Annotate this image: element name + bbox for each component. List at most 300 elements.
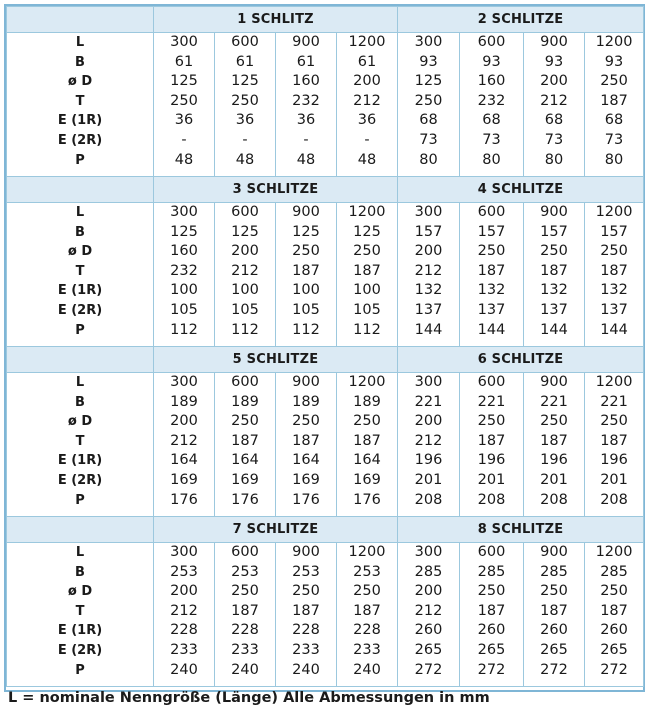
value-cell: 232 <box>477 92 506 109</box>
value-cell: 187 <box>231 602 259 619</box>
group-title: 4 SCHLITZE <box>398 177 644 203</box>
value-cell: 260 <box>414 622 443 639</box>
value-cell: - <box>364 131 370 148</box>
row-label: E (2R) <box>57 132 103 148</box>
value-cell: 164 <box>353 452 381 469</box>
value-cell: 272 <box>477 661 506 678</box>
value-cell: 208 <box>477 491 506 508</box>
size-column <box>398 543 460 687</box>
row-label: L <box>75 545 85 560</box>
value-cell: 125 <box>414 73 443 90</box>
size-column <box>154 33 215 177</box>
value-cell: 176 <box>353 491 381 508</box>
value-cell: 187 <box>353 602 381 619</box>
value-cell: 300 <box>414 34 443 50</box>
header-blank-cell <box>7 177 154 203</box>
value-cell: 169 <box>353 471 381 488</box>
value-cell: 1200 <box>348 204 386 220</box>
row-label-column <box>7 543 154 687</box>
row-label: E (2R) <box>57 472 103 488</box>
value-cell: 73 <box>419 131 438 148</box>
value-cell: 187 <box>292 602 320 619</box>
header-blank-cell <box>7 7 154 33</box>
value-cell: 196 <box>600 452 628 469</box>
row-label: ø D <box>67 74 93 90</box>
value-cell: 201 <box>414 471 443 488</box>
block-data-row <box>7 203 644 347</box>
value-cell: 272 <box>600 661 628 678</box>
value-cell: 240 <box>353 661 381 678</box>
value-cell: 250 <box>540 413 568 430</box>
row-label: E (2R) <box>57 642 103 658</box>
value-cell: 260 <box>477 622 506 639</box>
value-cell: 265 <box>540 641 568 658</box>
row-label-column <box>7 203 154 347</box>
value-cell: 125 <box>170 223 198 240</box>
value-cell: 48 <box>357 151 377 168</box>
value-cell: 212 <box>414 602 443 619</box>
value-cell: 900 <box>540 374 568 390</box>
value-cell: 169 <box>170 471 198 488</box>
value-cell: 36 <box>357 112 377 129</box>
value-cell: 48 <box>296 151 316 168</box>
value-cell: 200 <box>170 413 198 430</box>
value-cell: 125 <box>292 223 320 240</box>
value-cell: 80 <box>482 151 501 168</box>
value-cell: 144 <box>414 321 443 338</box>
value-cell: 157 <box>414 223 443 240</box>
value-cell: 221 <box>600 393 628 410</box>
value-cell: 600 <box>477 204 506 220</box>
size-column <box>398 373 460 517</box>
size-column <box>585 373 644 517</box>
value-cell: 157 <box>600 223 628 240</box>
group-title: 8 SCHLITZE <box>398 517 644 543</box>
value-cell: 285 <box>540 563 568 580</box>
value-cell: 189 <box>353 393 381 410</box>
value-cell: 144 <box>477 321 506 338</box>
row-label: T <box>75 263 85 279</box>
value-cell: 221 <box>414 393 443 410</box>
value-cell: 137 <box>540 301 568 318</box>
dimension-table-frame <box>4 4 645 692</box>
value-cell: 105 <box>292 301 320 318</box>
value-cell: 600 <box>477 374 506 390</box>
value-cell: 900 <box>540 544 568 560</box>
value-cell: 250 <box>600 243 628 260</box>
row-label: P <box>75 322 85 338</box>
value-cell: 600 <box>231 34 259 50</box>
row-label: E (1R) <box>57 283 103 299</box>
size-column <box>337 33 398 177</box>
size-column <box>460 543 524 687</box>
value-cell: 200 <box>414 243 443 260</box>
value-cell: 900 <box>540 204 568 220</box>
value-cell: 250 <box>170 92 198 109</box>
value-cell: 100 <box>170 282 198 299</box>
value-cell: 212 <box>414 432 443 449</box>
value-cell: 300 <box>170 374 198 390</box>
value-cell: 900 <box>292 34 320 50</box>
value-cell: 900 <box>540 34 568 50</box>
value-cell: 61 <box>357 53 377 70</box>
row-label: T <box>75 433 85 449</box>
group-title: 5 SCHLITZE <box>154 347 398 373</box>
value-cell: 265 <box>477 641 506 658</box>
value-cell: 300 <box>170 544 198 560</box>
value-cell: 250 <box>600 73 628 90</box>
value-cell: 232 <box>170 262 198 279</box>
value-cell: 189 <box>170 393 198 410</box>
value-cell: 187 <box>477 432 506 449</box>
size-column <box>215 373 276 517</box>
value-cell: 112 <box>292 321 320 338</box>
value-cell: 73 <box>482 131 501 148</box>
value-cell: 176 <box>231 491 259 508</box>
value-cell: 93 <box>482 53 501 70</box>
value-cell: - <box>242 131 248 148</box>
value-cell: 93 <box>544 53 564 70</box>
group-title: 7 SCHLITZE <box>154 517 398 543</box>
value-cell: 144 <box>600 321 628 338</box>
value-cell: 196 <box>414 452 443 469</box>
value-cell: 600 <box>477 544 506 560</box>
row-label: P <box>75 662 85 678</box>
size-column <box>215 33 276 177</box>
value-cell: 68 <box>419 112 438 129</box>
value-cell: 300 <box>414 544 443 560</box>
value-cell: 187 <box>600 262 628 279</box>
row-label: B <box>75 54 85 70</box>
value-cell: 48 <box>174 151 194 168</box>
size-column <box>398 203 460 347</box>
value-cell: 187 <box>600 602 628 619</box>
value-cell: 68 <box>604 112 624 129</box>
value-cell: 228 <box>353 622 381 639</box>
value-cell: 1200 <box>595 544 633 560</box>
size-column <box>154 373 215 517</box>
size-column <box>524 543 585 687</box>
value-cell: 187 <box>353 432 381 449</box>
value-cell: 260 <box>600 622 628 639</box>
value-cell: 212 <box>170 602 198 619</box>
value-cell: 201 <box>600 471 628 488</box>
value-cell: 187 <box>353 262 381 279</box>
size-column <box>337 203 398 347</box>
size-column <box>154 203 215 347</box>
value-cell: 61 <box>235 53 255 70</box>
row-label: L <box>75 35 85 50</box>
value-cell: 208 <box>414 491 443 508</box>
value-cell: 160 <box>477 73 506 90</box>
value-cell: 189 <box>292 393 320 410</box>
value-cell: 600 <box>231 204 259 220</box>
value-cell: 93 <box>604 53 624 70</box>
dimension-table <box>6 6 644 687</box>
value-cell: 900 <box>292 544 320 560</box>
value-cell: 300 <box>170 34 198 50</box>
value-cell: 132 <box>600 282 628 299</box>
value-cell: 285 <box>600 563 628 580</box>
value-cell: 272 <box>540 661 568 678</box>
value-cell: 240 <box>170 661 198 678</box>
footnote: L = nominale Nenngröße (Länge) Alle Abmessungen in mm <box>8 690 490 706</box>
value-cell: 600 <box>477 34 506 50</box>
value-cell: 125 <box>231 73 259 90</box>
size-column <box>337 543 398 687</box>
row-label: T <box>75 603 85 619</box>
value-cell: 187 <box>292 262 320 279</box>
row-label: B <box>75 224 85 240</box>
value-cell: 250 <box>231 92 259 109</box>
size-column <box>215 203 276 347</box>
size-column <box>337 373 398 517</box>
size-column <box>460 373 524 517</box>
value-cell: 250 <box>477 413 506 430</box>
size-column <box>524 373 585 517</box>
value-cell: 187 <box>540 602 568 619</box>
row-label: E (1R) <box>57 113 103 129</box>
value-cell: 200 <box>414 583 443 600</box>
row-label: E (1R) <box>57 623 103 639</box>
value-cell: 164 <box>170 452 198 469</box>
row-label: ø D <box>67 584 93 600</box>
value-cell: 1200 <box>348 34 386 50</box>
value-cell: 1200 <box>595 34 633 50</box>
value-cell: 250 <box>292 413 320 430</box>
value-cell: 240 <box>292 661 320 678</box>
value-cell: 300 <box>170 204 198 220</box>
value-cell: 132 <box>540 282 568 299</box>
value-cell: 112 <box>231 321 259 338</box>
value-cell: 189 <box>231 393 259 410</box>
value-cell: 137 <box>600 301 628 318</box>
value-cell: 250 <box>353 243 381 260</box>
value-cell: 176 <box>292 491 320 508</box>
value-cell: 160 <box>170 243 198 260</box>
value-cell: 160 <box>292 73 320 90</box>
value-cell: 212 <box>540 92 568 109</box>
value-cell: 132 <box>414 282 443 299</box>
size-column <box>460 203 524 347</box>
value-cell: 80 <box>604 151 624 168</box>
value-cell: 125 <box>170 73 198 90</box>
value-cell: 132 <box>477 282 506 299</box>
value-cell: 73 <box>544 131 564 148</box>
value-cell: 212 <box>414 262 443 279</box>
row-label-column <box>7 33 154 177</box>
value-cell: 200 <box>170 583 198 600</box>
value-cell: 233 <box>231 641 259 658</box>
value-cell: 250 <box>292 583 320 600</box>
value-cell: 208 <box>540 491 568 508</box>
row-label: ø D <box>67 414 93 430</box>
value-cell: 228 <box>170 622 198 639</box>
value-cell: 100 <box>292 282 320 299</box>
size-column <box>276 543 337 687</box>
value-cell: 125 <box>231 223 259 240</box>
value-cell: 253 <box>292 563 320 580</box>
value-cell: 232 <box>292 92 320 109</box>
value-cell: 105 <box>231 301 259 318</box>
row-label: E (2R) <box>57 302 103 318</box>
header-blank-cell <box>7 517 154 543</box>
size-column <box>154 543 215 687</box>
value-cell: 187 <box>540 432 568 449</box>
group-title: 6 SCHLITZE <box>398 347 644 373</box>
row-label: L <box>75 205 85 220</box>
value-cell: 250 <box>231 583 259 600</box>
size-column <box>585 543 644 687</box>
value-cell: 112 <box>353 321 381 338</box>
value-cell: 1200 <box>595 374 633 390</box>
value-cell: 200 <box>353 73 381 90</box>
header-blank-cell <box>7 347 154 373</box>
value-cell: 250 <box>414 92 443 109</box>
value-cell: 208 <box>600 491 628 508</box>
value-cell: - <box>303 131 309 148</box>
row-label: L <box>75 375 85 390</box>
value-cell: 240 <box>231 661 259 678</box>
value-cell: 100 <box>353 282 381 299</box>
value-cell: 1200 <box>595 204 633 220</box>
block-data-row <box>7 543 644 687</box>
value-cell: 250 <box>292 243 320 260</box>
value-cell: 212 <box>353 92 381 109</box>
size-column <box>585 203 644 347</box>
row-label: P <box>75 152 85 168</box>
size-column <box>460 33 524 177</box>
value-cell: 253 <box>353 563 381 580</box>
row-label: P <box>75 492 85 508</box>
block-header-row <box>7 347 644 373</box>
value-cell: 228 <box>292 622 320 639</box>
block-header-row <box>7 7 644 33</box>
value-cell: 250 <box>353 413 381 430</box>
value-cell: 1200 <box>348 374 386 390</box>
value-cell: 48 <box>235 151 255 168</box>
value-cell: 196 <box>477 452 506 469</box>
size-column <box>398 33 460 177</box>
value-cell: 144 <box>540 321 568 338</box>
block-header-row <box>7 177 644 203</box>
value-cell: 250 <box>353 583 381 600</box>
value-cell: 212 <box>231 262 259 279</box>
value-cell: 250 <box>477 243 506 260</box>
value-cell: 600 <box>231 374 259 390</box>
value-cell: 200 <box>540 73 568 90</box>
row-label-column <box>7 373 154 517</box>
value-cell: 36 <box>296 112 316 129</box>
value-cell: 250 <box>600 583 628 600</box>
value-cell: 187 <box>540 262 568 279</box>
value-cell: 196 <box>540 452 568 469</box>
value-cell: 187 <box>231 432 259 449</box>
value-cell: 137 <box>414 301 443 318</box>
value-cell: 73 <box>604 131 624 148</box>
value-cell: 61 <box>174 53 194 70</box>
value-cell: 125 <box>353 223 381 240</box>
row-label: B <box>75 394 85 410</box>
block-data-row <box>7 33 644 177</box>
group-title: 2 SCHLITZE <box>398 7 644 33</box>
value-cell: 169 <box>292 471 320 488</box>
value-cell: 250 <box>477 583 506 600</box>
value-cell: 285 <box>477 563 506 580</box>
size-column <box>215 543 276 687</box>
value-cell: 157 <box>477 223 506 240</box>
value-cell: 233 <box>353 641 381 658</box>
value-cell: 212 <box>170 432 198 449</box>
row-label: T <box>75 93 85 109</box>
value-cell: 300 <box>414 204 443 220</box>
value-cell: 187 <box>600 92 628 109</box>
value-cell: 201 <box>540 471 568 488</box>
value-cell: 61 <box>296 53 316 70</box>
value-cell: 105 <box>170 301 198 318</box>
value-cell: 260 <box>540 622 568 639</box>
value-cell: 200 <box>231 243 259 260</box>
value-cell: 233 <box>292 641 320 658</box>
value-cell: 285 <box>414 563 443 580</box>
size-column <box>524 33 585 177</box>
value-cell: 253 <box>231 563 259 580</box>
value-cell: 68 <box>544 112 564 129</box>
row-label: ø D <box>67 244 93 260</box>
size-column <box>585 33 644 177</box>
value-cell: 36 <box>235 112 255 129</box>
value-cell: 272 <box>414 661 443 678</box>
value-cell: 187 <box>292 432 320 449</box>
row-label: E (1R) <box>57 453 103 469</box>
value-cell: 300 <box>414 374 443 390</box>
value-cell: 112 <box>170 321 198 338</box>
value-cell: 164 <box>231 452 259 469</box>
value-cell: 164 <box>292 452 320 469</box>
value-cell: 900 <box>292 374 320 390</box>
value-cell: 187 <box>477 262 506 279</box>
value-cell: 137 <box>477 301 506 318</box>
value-cell: 250 <box>540 583 568 600</box>
value-cell: 228 <box>231 622 259 639</box>
row-label: B <box>75 564 85 580</box>
value-cell: 187 <box>477 602 506 619</box>
value-cell: 80 <box>544 151 564 168</box>
value-cell: 169 <box>231 471 259 488</box>
value-cell: 176 <box>170 491 198 508</box>
value-cell: 253 <box>170 563 198 580</box>
value-cell: 221 <box>540 393 568 410</box>
value-cell: 68 <box>482 112 501 129</box>
size-column <box>524 203 585 347</box>
value-cell: 80 <box>419 151 438 168</box>
value-cell: 100 <box>231 282 259 299</box>
value-cell: 250 <box>600 413 628 430</box>
value-cell: 201 <box>477 471 506 488</box>
value-cell: 265 <box>600 641 628 658</box>
size-column <box>276 373 337 517</box>
value-cell: 900 <box>292 204 320 220</box>
size-column <box>276 33 337 177</box>
value-cell: 36 <box>174 112 194 129</box>
value-cell: 1200 <box>348 544 386 560</box>
value-cell: 250 <box>540 243 568 260</box>
value-cell: 157 <box>540 223 568 240</box>
value-cell: 200 <box>414 413 443 430</box>
value-cell: 233 <box>170 641 198 658</box>
value-cell: 250 <box>231 413 259 430</box>
block-header-row <box>7 517 644 543</box>
